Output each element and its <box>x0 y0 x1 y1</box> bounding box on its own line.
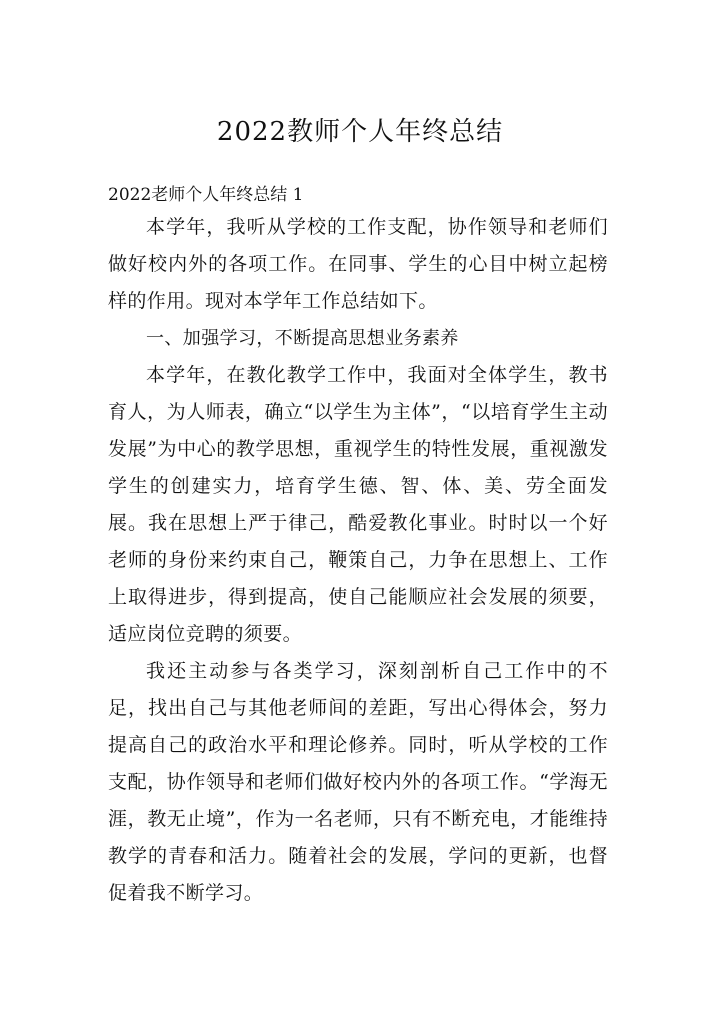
document-title: 2022教师个人年终总结 <box>216 117 504 147</box>
document-subtitle: 2022老师个人年终总结 1 <box>108 185 304 205</box>
section-heading: 一、加强学习，不断提高思想业务素养 <box>146 328 459 349</box>
paragraph-learning: 我还主动参与各类学习，深刻剖析自己工作中的不足，找出自己与其他老师间的差距，写出心得体会，努力提高自己的政治水平和理论修养。同时，听从学校的工作支配，协作领导和老师们做好校内外的各项工作。“学海无涯，教无止境”，作为一名老师，只有不断充电，才能维持教学的青春和活力。随着社会的发展，学问的更新，也督促着我不断学习。 <box>108 660 608 904</box>
document-body <box>108 209 608 912</box>
paragraph-intro: 本学年，我听从学校的工作支配，协作领导和老师们做好校内外的各项工作。在同事、学生的心目中树立起榜样的作用。现对本学年工作总结如下。 <box>108 216 608 312</box>
paragraph-teaching: 本学年，在教化教学工作中，我面对全体学生，教书育人，为人师表，确立“以学生为主体”，“以培育学生主动发展”为中心的教学思想，重视学生的特性发展，重视激发学生的创建实力，培育学生德、智、体、美、劳全面发展。我在思想上严于律己，酷爱教化事业。时时以一个好老师的身份来约束自己，鞭策自己，力争在思想上、工作上取得进步，得到提高，使自己能顺应社会发展的须要，适应岗位竞聘的须要。 <box>108 364 608 645</box>
